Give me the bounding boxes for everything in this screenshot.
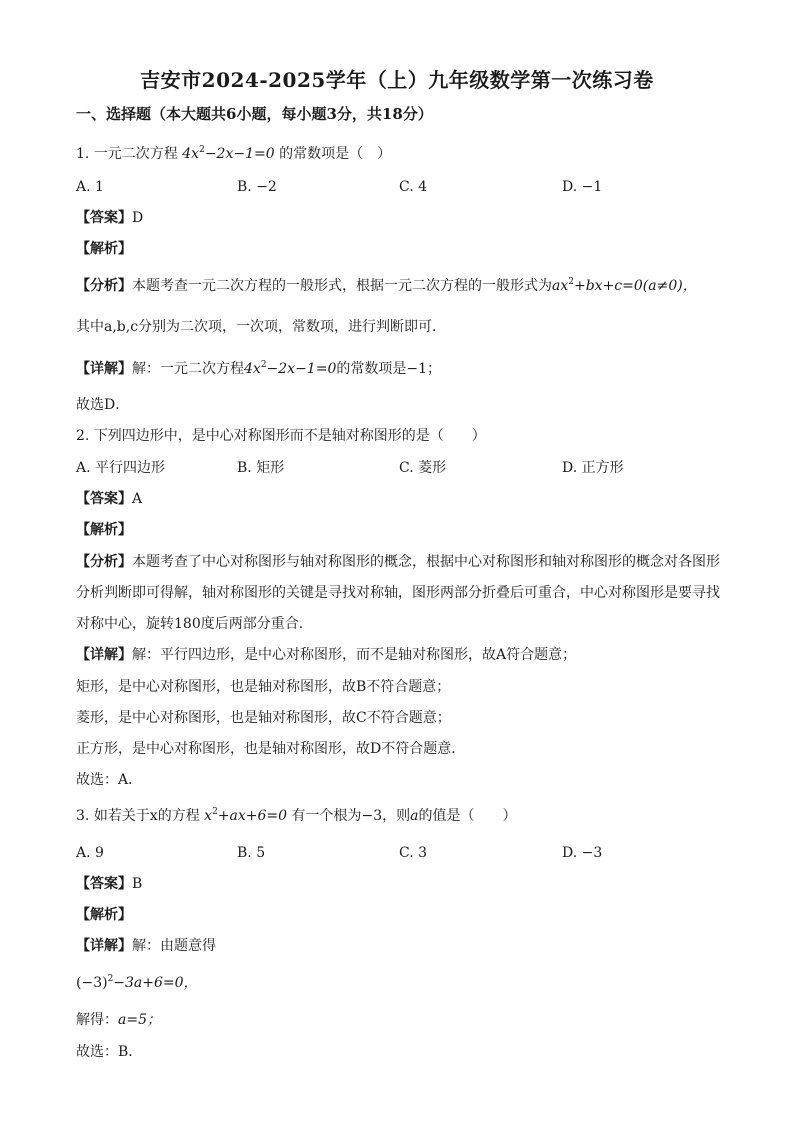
q1-answer: [76, 208, 143, 228]
q1-option-b: B. −2: [237, 179, 277, 195]
q2-answer: [76, 489, 142, 509]
q2-detail-text-1: 解：平行四边形，是中心对称图形，而不是轴对称图形，故A符合题意；: [132, 647, 577, 663]
question-3-post: 的值是（ ）: [418, 808, 517, 824]
question-3-var: a: [410, 808, 419, 824]
page-title: 吉安市2024-2025学年（上）九年级数学第一次练习卷: [140, 68, 654, 92]
question-3-eq-a: x: [204, 808, 213, 824]
exponent: 2: [212, 807, 218, 817]
answer-label: 【答案】: [76, 491, 132, 507]
detail-label: 【详解】: [76, 361, 132, 377]
q2-option-a: A. 平行四边形: [76, 460, 166, 476]
q1-detail-text: 解：一元二次方程: [132, 361, 244, 377]
q2-option-d: D. 正方形: [562, 460, 624, 476]
q2-option-c: C. 菱形: [399, 460, 447, 476]
section-heading-choice: 一、选择题（本大题共6小题，每小题3分，共18分）: [76, 105, 433, 123]
question-2: [76, 426, 486, 446]
question-1-eq-b: −2x−1=0: [204, 146, 275, 162]
q2-option-b: B. 矩形: [237, 460, 285, 476]
q1-fenxi-line-1: [76, 276, 697, 296]
detail-label: 【详解】: [76, 938, 132, 954]
q3-solve: [76, 1010, 161, 1030]
question-1: [76, 144, 391, 164]
q3-option-b: B. 5: [237, 845, 266, 861]
q3-detail-text: 解：由题意得: [132, 938, 216, 954]
question-2-text: 下列四边形中，是中心对称图形而不是轴对称图形的是（ ）: [93, 428, 486, 444]
answer-label: 【答案】: [76, 876, 132, 892]
exponent: 2: [199, 145, 205, 155]
q2-fenxi-line-3: 对称中心，旋转180度后两部分重合．: [76, 616, 313, 632]
fenxi-label: 【分析】: [76, 554, 132, 570]
q2-fenxi-text-1: 本题考查了中心对称图形与轴对称图形的概念，根据中心对称图形和轴对称图形的概念对各图形: [132, 554, 720, 570]
q3-analysis-label: 【解析】: [76, 907, 132, 923]
q1-fenxi-line-2: 其中a,b,c分别为二次项，一次项，常数项，进行判断即可．: [76, 319, 447, 335]
exponent: 2: [568, 277, 574, 287]
question-3: [76, 806, 517, 826]
question-3-mid: 有一个根为−3，则: [291, 808, 411, 824]
q2-detail-line-4: 正方形，是中心对称图形，也是轴对称图形，故D不符合题意．: [76, 741, 466, 757]
question-1-number: 1.: [76, 146, 90, 162]
q3-answer: [76, 874, 142, 894]
exponent: 2: [107, 974, 114, 984]
q1-detail-eq-a: 4x: [244, 361, 261, 377]
q1-option-a: A. 1: [76, 179, 104, 195]
q3-detail: [76, 936, 216, 956]
q2-detail-line-3: 菱形，是中心对称图形，也是轴对称图形，故C不符合题意；: [76, 710, 451, 726]
q3-answer-value: B: [132, 876, 143, 892]
q3-option-d: D. −3: [562, 845, 603, 861]
exponent: 2: [260, 360, 267, 370]
q3-conclusion: 故选：B．: [76, 1044, 143, 1060]
question-3-eq-b: +ax+6=0: [217, 808, 288, 824]
q3-solve-value: a=5；: [118, 1012, 161, 1028]
q1-fenxi-text: 本题考查一元二次方程的一般形式，根据一元二次方程的一般形式为: [132, 278, 552, 294]
q2-fenxi-line-2: 分析判断即可得解，轴对称图形的关键是寻找对称轴，图形两部分折叠后可重合，中心对称图形是要寻找: [76, 585, 720, 601]
q3-option-c: C. 3: [399, 845, 428, 861]
q1-detail-eq-b: −2x−1=0: [266, 361, 337, 377]
q3-equation-a: (−3): [76, 975, 108, 991]
q1-detail-result: 的常数项是−1；: [336, 361, 441, 377]
question-3-pre: 如若关于x的方程: [93, 808, 200, 824]
question-1-eq-a: 4x: [182, 146, 200, 162]
question-1-pre: 一元二次方程: [93, 146, 178, 162]
q2-answer-value: A: [132, 491, 143, 507]
q1-option-c: C. 4: [399, 179, 428, 195]
q1-option-d: D. −1: [562, 179, 603, 195]
q3-equation: [76, 973, 198, 993]
q3-equation-b: −3a+6=0，: [113, 975, 198, 991]
q3-solve-label: 解得：: [76, 1012, 118, 1028]
q2-detail-line-2: 矩形，是中心对称图形，也是轴对称图形，故B不符合题意；: [76, 679, 451, 695]
question-2-number: 2.: [76, 428, 90, 444]
answer-label: 【答案】: [76, 210, 132, 226]
q2-detail-line-1: [76, 645, 576, 665]
detail-label: 【详解】: [76, 647, 132, 663]
q1-fenxi-formula-b: +bx+c=0(a≠0)，: [573, 278, 697, 294]
q1-analysis-label: 【解析】: [76, 241, 132, 257]
q1-answer-value: D: [132, 210, 144, 226]
question-1-post: 的常数项是（ ）: [279, 146, 392, 162]
q3-option-a: A. 9: [76, 845, 104, 861]
q2-analysis-label: 【解析】: [76, 522, 132, 538]
q2-fenxi-line-1: [76, 552, 720, 572]
q1-fenxi-formula-a: ax: [552, 278, 569, 294]
q2-conclusion: 故选：A．: [76, 772, 143, 788]
q1-conclusion: 故选D．: [76, 397, 130, 413]
q1-detail: [76, 359, 441, 379]
fenxi-label: 【分析】: [76, 278, 132, 294]
question-3-number: 3.: [76, 808, 90, 824]
